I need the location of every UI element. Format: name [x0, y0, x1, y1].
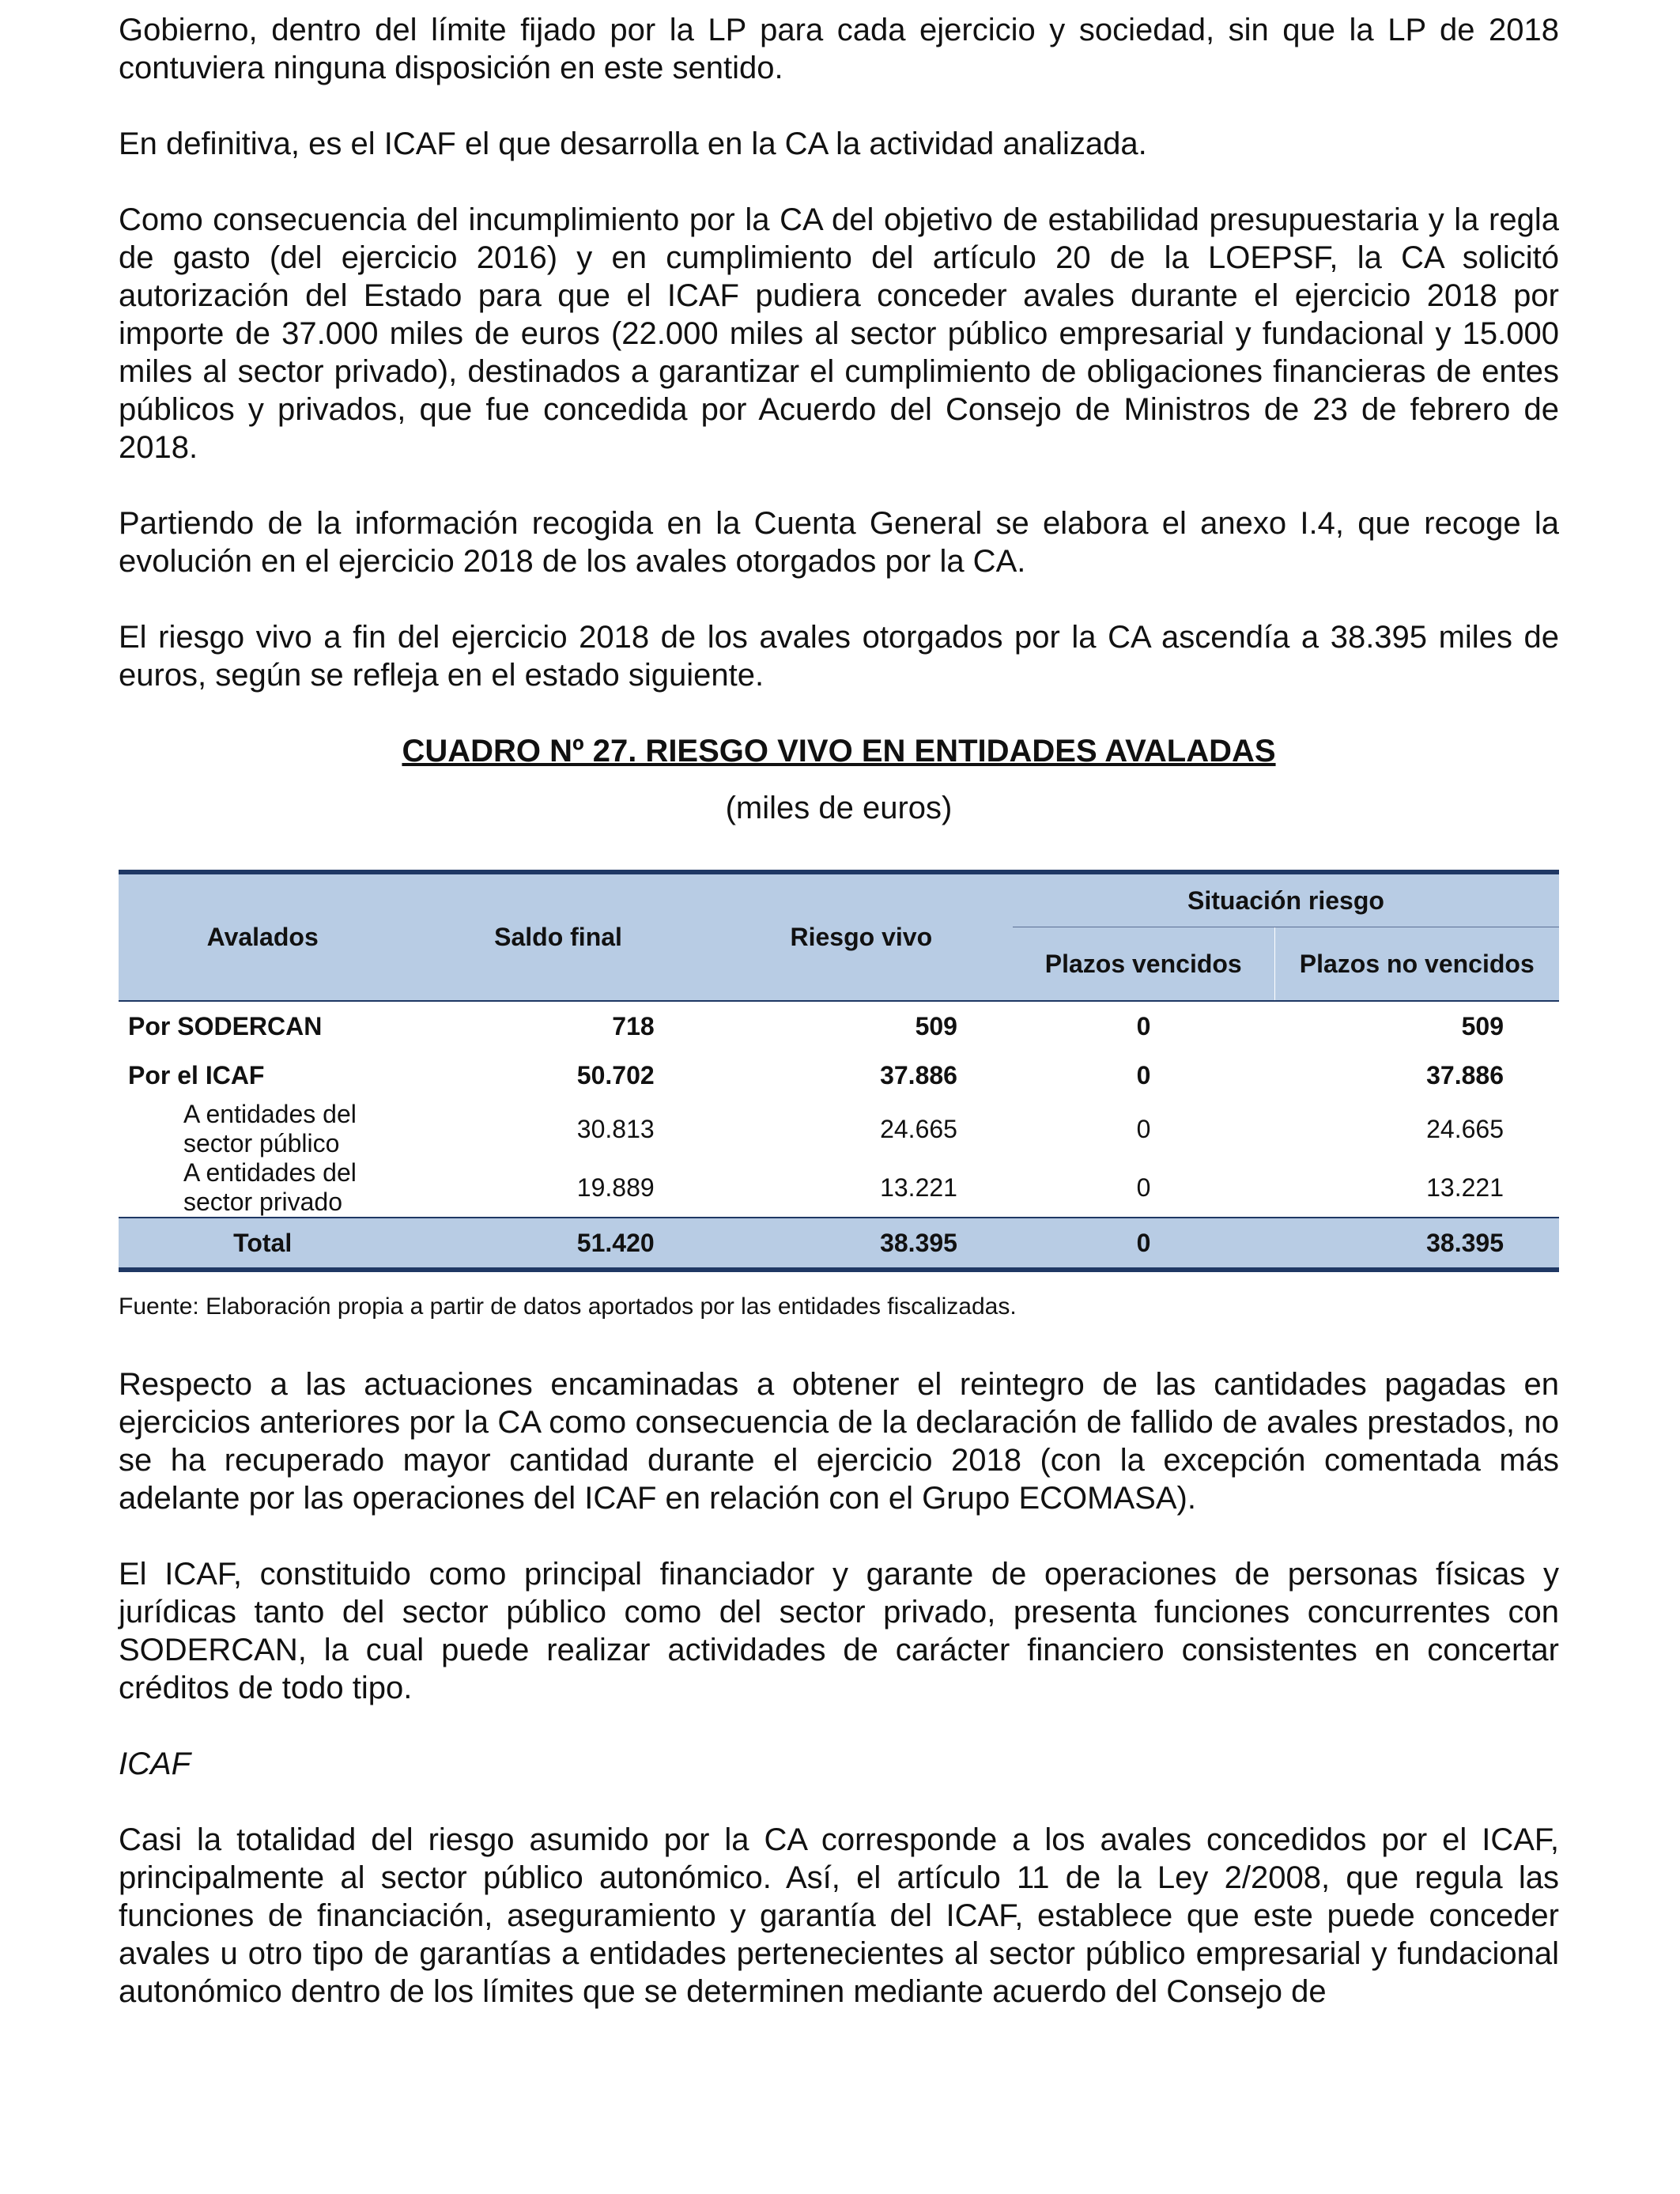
cell-riesgo: 37.886	[880, 1060, 957, 1089]
paragraph: Partiendo de la información recogida en la Cuenta General se elabora el anexo I.4, que recoge la evolución en el ejercicio 2018 de los avales otorgados por la CA.	[119, 506, 1559, 579]
paragraph: Gobierno, dentro del límite fijado por la LP para cada ejercicio y sociedad, sin que la LP de 2018 contuviera ninguna disposición en este sentido.	[119, 13, 1559, 85]
cell-no-vencidos: 509	[1461, 1011, 1504, 1040]
cell-no-vencidos: 24.665	[1426, 1114, 1504, 1143]
document-page	[119, 11, 1559, 2049]
total-no-vencidos: 38.395	[1274, 1218, 1559, 1270]
table-total-row	[119, 1218, 1559, 1270]
total-riesgo: 38.395	[710, 1218, 1013, 1270]
cell-saldo: 30.813	[576, 1114, 655, 1143]
table-row	[119, 1051, 1559, 1100]
header-saldo-final: Saldo final	[406, 872, 709, 1001]
cell-saldo: 718	[612, 1011, 655, 1040]
cell-no-vencidos: 37.886	[1426, 1060, 1504, 1089]
cell-no-vencidos: 13.221	[1426, 1173, 1504, 1202]
table-row	[119, 1100, 1559, 1158]
paragraph: El ICAF, constituido como principal financiador y garante de operaciones de personas físicas y jurídicas tanto del sector público como del sector privado, presenta funciones concurrentes con SODERCAN, la cual puede realizar actividades de carácter financiero consistentes en concertar créditos de todo tipo.	[119, 1557, 1559, 1705]
cell-vencidos: 0	[1136, 1011, 1151, 1040]
header-situacion-riesgo: Situación riesgo	[1013, 872, 1559, 927]
cell-saldo: 50.702	[576, 1060, 655, 1089]
header-plazos-no-vencidos: Plazos no vencidos	[1274, 927, 1559, 1002]
total-saldo: 51.420	[406, 1218, 709, 1270]
cell-vencidos: 0	[1136, 1173, 1151, 1202]
row-label: Por SODERCAN	[128, 1011, 323, 1040]
cell-riesgo: 24.665	[880, 1114, 957, 1143]
header-plazos-vencidos: Plazos vencidos	[1013, 927, 1274, 1002]
row-label: A entidades del sector privado	[183, 1158, 357, 1216]
cell-vencidos: 0	[1136, 1114, 1151, 1143]
cell-saldo: 19.889	[576, 1173, 655, 1202]
total-vencidos: 0	[1013, 1218, 1274, 1270]
total-label: Total	[119, 1218, 406, 1270]
row-label: Por el ICAF	[128, 1060, 265, 1089]
paragraph: Respecto a las actuaciones encaminadas a obtener el reintegro de las cantidades pagadas en ejercicios anteriores por la CA como consecuencia de la declaración de fallido de avales prestados, no se ha recuperado mayor cantidad durante el ejercicio 2018 (con la excepción comentada más adelante por las operaciones del ICAF en relación con el Grupo ECOMASA).	[119, 1367, 1559, 1516]
cell-vencidos: 0	[1136, 1060, 1151, 1089]
paragraph: Casi la totalidad del riesgo asumido por la CA corresponde a los avales concedidos por el ICAF, principalmente al sector público autonómico. Así, el artículo 11 de la Ley 2/2008, que regula las funciones de financiación, aseguramiento y garantía del ICAF, establece que este puede conceder avales u otro tipo de garantías a entidades pertenecientes al sector público empresarial y fundacional autonómico dentro de los límites que se determinen mediante acuerdo del Consejo de	[119, 1822, 1559, 2009]
row-label: A entidades del sector público	[183, 1100, 357, 1157]
header-riesgo-vivo: Riesgo vivo	[710, 872, 1013, 1001]
table-units: (miles de euros)	[725, 791, 953, 825]
section-heading: ICAF	[119, 1747, 191, 1781]
table-title: CUADRO Nº 27. RIESGO VIVO EN ENTIDADES AVALADAS	[402, 734, 1276, 768]
paragraph: En definitiva, es el ICAF el que desarrolla en la CA la actividad analizada.	[119, 127, 1147, 161]
table-row	[119, 1158, 1559, 1218]
paragraph: Como consecuencia del incumplimiento por la CA del objetivo de estabilidad presupuestaria y la regla de gasto (del ejercicio 2016) y en cumplimiento del artículo 20 de la LOEPSF, la CA solicitó autorización del Estado para que el ICAF pudiera conceder avales durante el ejercicio 2018 por importe de 37.000 miles de euros (22.000 miles al sector público empresarial y fundacional y 15.000 miles al sector privado), destinados a garantizar el cumplimiento de obligaciones financieras de entes públicos y privados, que fue concedida por Acuerdo del Consejo de Ministros de 23 de febrero de 2018.	[119, 202, 1559, 465]
cell-riesgo: 13.221	[880, 1173, 957, 1202]
table-row	[119, 1001, 1559, 1051]
paragraph: El riesgo vivo a fin del ejercicio 2018 de los avales otorgados por la CA ascendía a 38.395 miles de euros, según se refleja en el estado siguiente.	[119, 620, 1559, 693]
risk-table	[119, 870, 1559, 1272]
table-source: Fuente: Elaboración propia a partir de datos aportados por las entidades fiscalizadas.	[119, 1293, 1017, 1320]
cell-riesgo: 509	[915, 1011, 957, 1040]
header-avalados: Avalados	[119, 872, 406, 1001]
